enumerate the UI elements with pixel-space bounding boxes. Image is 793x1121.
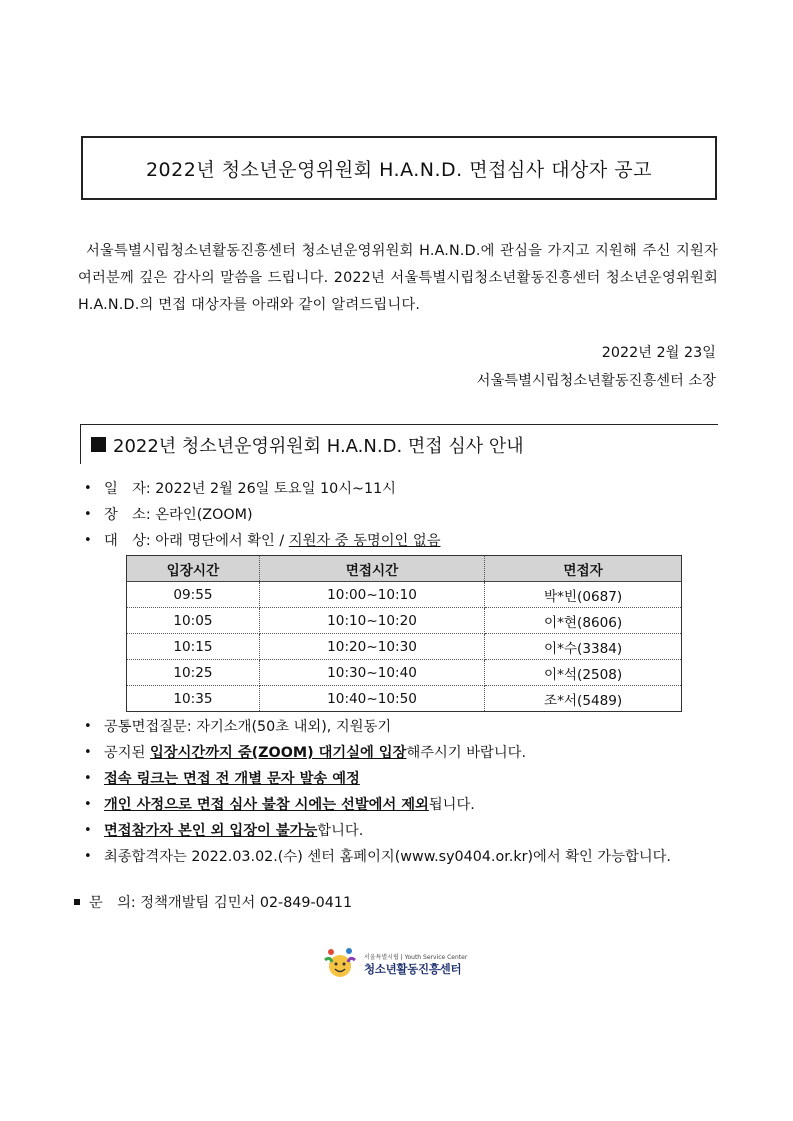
note-emphasis: 면접참가자 본인 외 입장이 불가능	[104, 823, 318, 839]
entry-time-cell: 10:15	[127, 634, 260, 660]
interviewee-cell: 이*수(3384)	[485, 634, 682, 660]
info-target	[80, 528, 730, 554]
logo-name: 청소년활동진흥센터	[364, 961, 462, 976]
note-text: 공지된	[104, 745, 150, 761]
interview-time-cell: 10:10~10:20	[259, 608, 484, 634]
note-final-results	[80, 844, 740, 870]
header-entry-time: 입장시간	[127, 556, 260, 582]
note-text: 해주시기 바랍니다.	[406, 745, 527, 761]
logo-text	[364, 952, 467, 977]
section-header	[80, 424, 718, 464]
smiley-person-icon	[322, 946, 358, 982]
note-waiting-room	[80, 740, 740, 766]
header-interviewee: 면접자	[485, 556, 682, 582]
entry-time-cell: 10:05	[127, 608, 260, 634]
interviewee-cell: 조*서(5489)	[485, 686, 682, 712]
place-label: 장 소:	[104, 507, 151, 523]
inquiry-text: 문 의: 정책개발팀 김민서 02-849-0411	[89, 895, 353, 911]
logo-subtitle: 서울특별시립 | Youth Service Center	[364, 953, 468, 961]
notice-signer: 서울특별시립청소년활동진흥센터 소장	[476, 373, 716, 389]
target-note: 지원자 중 동명이인 없음	[288, 533, 441, 549]
note-emphasis: 접속 링크는 면접 전 개별 문자 발송 예정	[104, 771, 360, 787]
table-row	[127, 582, 682, 608]
note-entry-restriction	[80, 818, 740, 844]
interviewee-cell: 이*현(8606)	[485, 608, 682, 634]
datetime-label: 일 자:	[104, 481, 151, 497]
small-square-bullet-icon	[74, 899, 80, 905]
section-title: 2022년 청소년운영위원회 H.A.N.D. 면접 심사 안내	[113, 435, 524, 457]
table-header-row	[127, 556, 682, 582]
target-value: 아래 명단에서 확인 /	[155, 533, 285, 549]
notice-date: 2022년 2월 23일	[601, 345, 716, 361]
info-place	[80, 502, 730, 528]
place-value: 온라인(ZOOM)	[155, 507, 253, 523]
note-text: 됩니다.	[428, 797, 475, 813]
note-emphasis: 개인 사정으로 면접 심사 불참 시에는 선발에서 제외	[104, 797, 429, 813]
interview-time-cell: 10:30~10:40	[259, 660, 484, 686]
intro-text: 서울특별시립청소년활동진흥센터 청소년운영위원회 H.A.N.D.에 관심을 가지고 지원해 주신 지원자 여러분께 깊은 감사의 말씀을 드립니다. 2022년 서울특별시립청소년활동진흥센터 청소년운영위원회 H.A.N.D.의 면접 대상자를 아래와 같이 알려드립니다.	[78, 243, 718, 313]
interviewee-cell: 이*석(2508)	[485, 660, 682, 686]
inquiry-line	[74, 892, 352, 912]
header-interview-time: 면접시간	[259, 556, 484, 582]
center-logo	[322, 944, 482, 984]
note-emphasis: 입장시간까지 줌(ZOOM) 대기실에 입장	[149, 745, 407, 761]
note-absence	[80, 792, 740, 818]
entry-time-cell: 10:35	[127, 686, 260, 712]
interview-info-list	[80, 476, 730, 554]
table-row	[127, 608, 682, 634]
interview-schedule-table	[126, 555, 682, 712]
note-access-link	[80, 766, 740, 792]
entry-time-cell: 09:55	[127, 582, 260, 608]
note-text: 공통면접질문: 자기소개(50초 내외), 지원동기	[104, 719, 392, 735]
note-common-questions	[80, 714, 740, 740]
note-text: 합니다.	[317, 823, 364, 839]
datetime-value: 2022년 2월 26일 토요일 10시~11시	[155, 481, 396, 497]
table-row	[127, 634, 682, 660]
table-row	[127, 660, 682, 686]
interview-time-cell: 10:20~10:30	[259, 634, 484, 660]
interviewee-cell: 박*빈(0687)	[485, 582, 682, 608]
target-label: 대 상:	[104, 533, 151, 549]
notice-title: 2022년 청소년운영위원회 H.A.N.D. 면접심사 대상자 공고	[81, 136, 717, 200]
square-bullet-icon	[91, 437, 106, 452]
notes-list	[80, 714, 740, 870]
interview-time-cell: 10:40~10:50	[259, 686, 484, 712]
interview-time-cell: 10:00~10:10	[259, 582, 484, 608]
info-datetime	[80, 476, 730, 502]
entry-time-cell: 10:25	[127, 660, 260, 686]
note-text: 최종합격자는 2022.03.02.(수) 센터 홈페이지(www.sy0404.or.kr)에서 확인 가능합니다.	[104, 849, 671, 865]
intro-paragraph	[78, 238, 718, 319]
table-row	[127, 686, 682, 712]
